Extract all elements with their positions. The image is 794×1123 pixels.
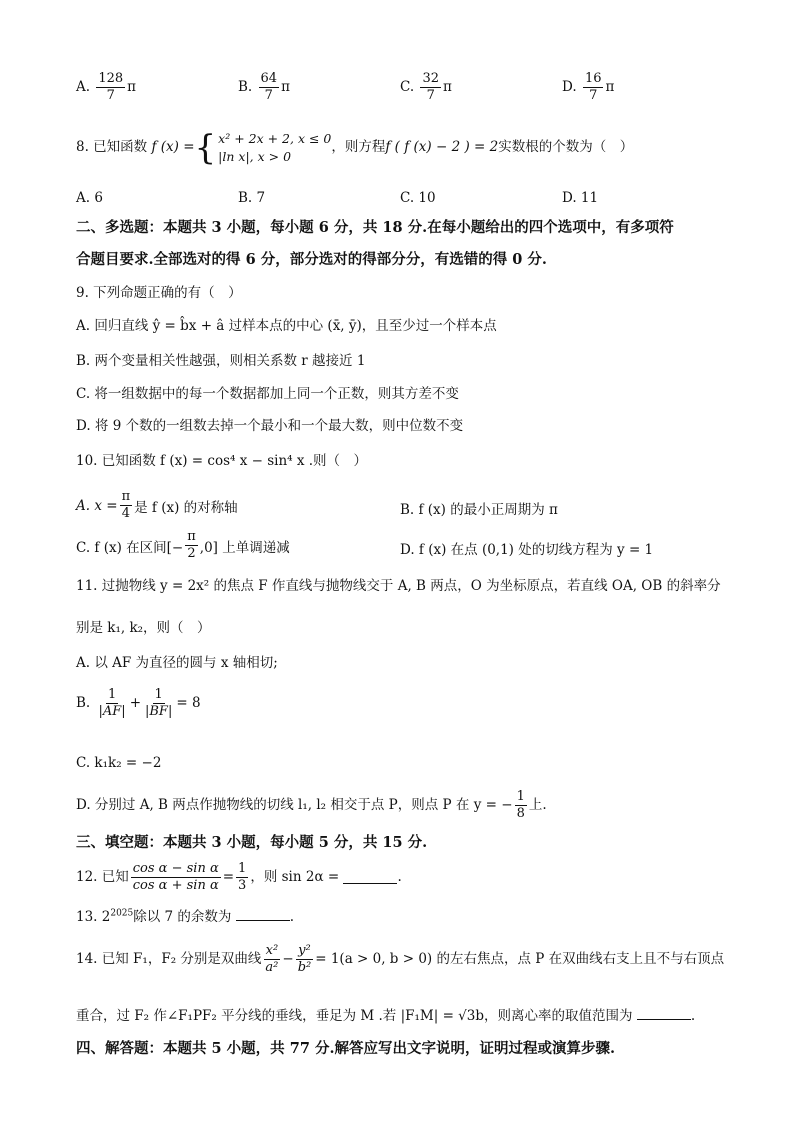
q9-stem: 9. 下列命题正确的有（ ）	[76, 285, 242, 301]
q10-stem: 10. 已知函数 f (x) = cos⁴ x − sin⁴ x .则（ ）	[76, 453, 368, 469]
q7-option-d: D. $\frac{16}{7}$ π	[562, 71, 615, 103]
q11-option-d: D. 分别过 A, B 两点作抛物线的切线 l₁, l₂ 相交于点 P，则点 P 在 y = − $\frac{1}{8}$ 上.	[76, 789, 547, 821]
fraction: $\frac{128}{7}$	[98, 71, 124, 103]
q9-option-a: A. 回归直线 ŷ = b̂x + â 过样本点的中心 (x̄, ȳ)，且至少过一个样本点	[76, 318, 497, 334]
q8-option-a: A. 6	[76, 190, 103, 206]
q11-stem: 11. 过抛物线 y = 2x² 的焦点 F 作直线与抛物线交于 A, B 两点，O 为坐标原点，若直线 OA, OB 的斜率分	[76, 578, 721, 594]
fraction: $\frac{16}{7}$	[584, 71, 602, 103]
section-4-heading: 四、解答题：本题共 5 小题，共 77 分.解答应写出文字说明，证明过程或演算步骤.	[76, 1040, 616, 1057]
section-3-heading: 三、填空题：本题共 3 小题，每小题 5 分，共 15 分.	[76, 834, 428, 851]
q11-option-a: A. 以 AF 为直径的圆与 x 轴相切;	[76, 655, 278, 671]
q14-stem-cont: 重合，过 F₂ 作∠F₁PF₂ 平分线的垂线，垂足为 M .若 |F₁M| = √3b，则离心率的取值范围为 .	[76, 1008, 696, 1024]
q13-stem: 13. $2^{2025}$除以 7 的余数为 .	[76, 908, 295, 925]
q8-option-c: C. 10	[400, 190, 436, 206]
q9-option-d: D. 将 9 个数的一组数去掉一个最小和一个最大数，则中位数不变	[76, 418, 464, 434]
answer-blank[interactable]	[637, 1007, 691, 1020]
fraction: $\frac{64}{7}$	[260, 71, 278, 103]
q7-option-a: A. $\frac{128}{7}$ π	[76, 71, 137, 103]
q9-option-b: B. 两个变量相关性越强，则相关系数 r 越接近 1	[76, 353, 366, 369]
q8-option-d: D. 11	[562, 190, 599, 206]
q8-stem: 8. 已知函数 f (x) = { x² + 2x + 2, x ≤ 0 |ln x|, x > 0 ，则方程 f ( f (x) − 2 ) = 2 实数根的个数为（ ）	[76, 128, 634, 168]
section-2-heading-cont: 合题目要求.全部选对的得 6 分，部分选对的得部分分，有选错的得 0 分.	[76, 251, 547, 268]
q11-option-c: C. k₁k₂ = −2	[76, 755, 162, 771]
q11-stem-cont: 别是 k₁, k₂，则（ ）	[76, 620, 211, 636]
answer-blank[interactable]	[343, 871, 397, 884]
q14-stem: 14. 已知 F₁，F₂ 分别是双曲线 $\frac{\text{x²}}{\text{a²}}$ − $\frac{\text{y²}}{\text{b²}}$ = 1(a > 0, b > 0) 的左右焦点，点 P 在双曲线右支上且不与右顶点	[76, 943, 725, 975]
q10-option-a: A. x = $\frac{\pi}{4}$ 是 f (x) 的对称轴	[76, 489, 238, 521]
answer-blank[interactable]	[236, 908, 290, 921]
q7-option-b: B. $\frac{64}{7}$ π	[238, 71, 290, 103]
fraction: $\frac{32}{7}$	[422, 71, 439, 103]
q10-option-b: B. f (x) 的最小正周期为 π	[400, 502, 558, 518]
q11-option-b: B. $\frac{1}{|AF|}$ + $\frac{1}{|BF|}$ = 8	[76, 687, 201, 719]
q12-stem: 12. 已知 $\frac{\text{cos α − sin α}}{\text{cos α + sin α}}$ = $\frac{1}{3}$ ，则 sin 2α = .	[76, 861, 402, 893]
section-2-heading: 二、多选题：本题共 3 小题，每小题 6 分，共 18 分.在每小题给出的四个选项中，有多项符	[76, 219, 674, 236]
piecewise-function: { x² + 2x + 2, x ≤ 0 |ln x|, x > 0	[194, 128, 332, 168]
q8-option-b: B. 7	[238, 190, 266, 206]
q9-option-c: C. 将一组数据中的每一个数据都加上同一个正数，则其方差不变	[76, 386, 459, 402]
q7-option-c: C. $\frac{32}{7}$ π	[400, 71, 452, 103]
q10-option-c: C. f (x) 在区间[− $\frac{\pi}{2}$ ,0] 上单调递减	[76, 529, 290, 561]
q10-option-d: D. f (x) 在点 (0,1) 处的切线方程为 y = 1	[400, 542, 654, 558]
